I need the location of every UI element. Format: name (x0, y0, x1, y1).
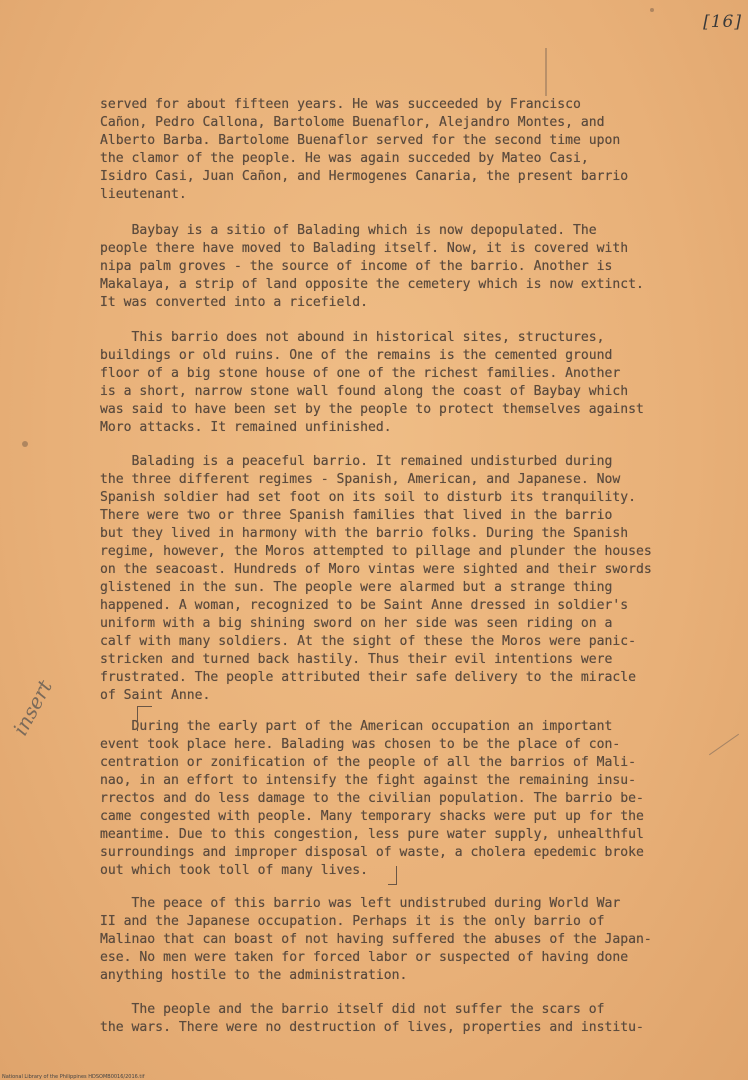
pencil-mark (545, 48, 547, 96)
paragraph-2: Baybay is a sitio of Balading which is now depopulated. The people there have moved to Balading itself. Now, it is covered with nipa palm groves - the source of income of the barrio. Another is Makalaya, a strip of land opposite the cemetery which is now extinct. It was converted into a ricefield. (100, 223, 644, 310)
bracket-open-mark (137, 706, 152, 731)
paragraph-4: Balading is a peaceful barrio. It remained undisturbed during the three different regimes - Spanish, American, and Japanese. Now Spanish soldier had set foot on its soil to disturb its tranquility. There were two or three Spanish families that lived in the barrio but they lived in harmony with the barrio folks. During the Spanish regime, however, the Moros attempted to pillage and plunder the houses on the seacoast. Hundreds of Moro vintas were sighted and their swords glistened in the sun. The people were alarmed but a strange thing happened. A woman, recognized to be Saint Anne dressed in soldier's uniform with a big shining sword on her side was seen riding on a calf with many soldiers. At the sight of these the Moros were panic- stricken and turned back hastily. Thus their evil intentions were frustrated. The people attributed their safe delivery to the miracle of Saint Anne. (100, 454, 652, 703)
page-number: [16] (703, 12, 742, 32)
paper-spot (22, 441, 28, 447)
archive-footer: National Library of the Philippines HDSOMB0016/2016.tif (2, 1074, 145, 1080)
paragraph-6: The peace of this barrio was left undistrubed during World War II and the Japanese occupation. Perhaps it is the only barrio of Malinao that can boast of not having suffered the abuses of the Japan- ese. No men were taken for forced labor or suspected of having done anything hostile to the administration. (100, 896, 652, 983)
paper-spot (650, 8, 654, 12)
paragraph-3: This barrio does not abound in historical sites, structures, buildings or old ruins. One of the remains is the cemented ground floor of a big stone house of one of the richest families. Another is a short, narrow stone wall found along the coast of Baybay which was said to have been set by the people to protect themselves against Moro attacks. It remained unfinished. (100, 330, 644, 435)
bracket-close-mark (388, 866, 397, 885)
paragraph-1: served for about fifteen years. He was succeeded by Francisco Cañon, Pedro Callona, Bartolome Buenaflor, Alejandro Montes, and Alberto Barba. Bartolome Buenaflor served for the second time upon the clamor of the people. He was again succeded by Mateo Casi, Isidro Casi, Juan Cañon, and Hermogenes Canaria, the present barrio lieutenant. (100, 97, 629, 202)
paragraph-5: During the early part of the American occupation an important event took place here. Balading was chosen to be the place of con- centration or zonification of the people of all the barrios of Mali- nao, in an effort to intensify the fight against the remaining insu- rrectos and do less damage to the civilian population. The barrio be- came congested with people. Many temporary shacks were put up for the meantime. Due to this congestion, less pure water supply, unhealthful surroundings and improper disposal of waste, a cholera epedemic broke out which took toll of many lives. (100, 719, 644, 878)
paragraph-7: The people and the barrio itself did not suffer the scars of the wars. There were no destruction of lives, properties and institu- (100, 1002, 644, 1035)
pencil-stroke (709, 734, 739, 755)
handwritten-margin-note: insert (8, 675, 57, 740)
